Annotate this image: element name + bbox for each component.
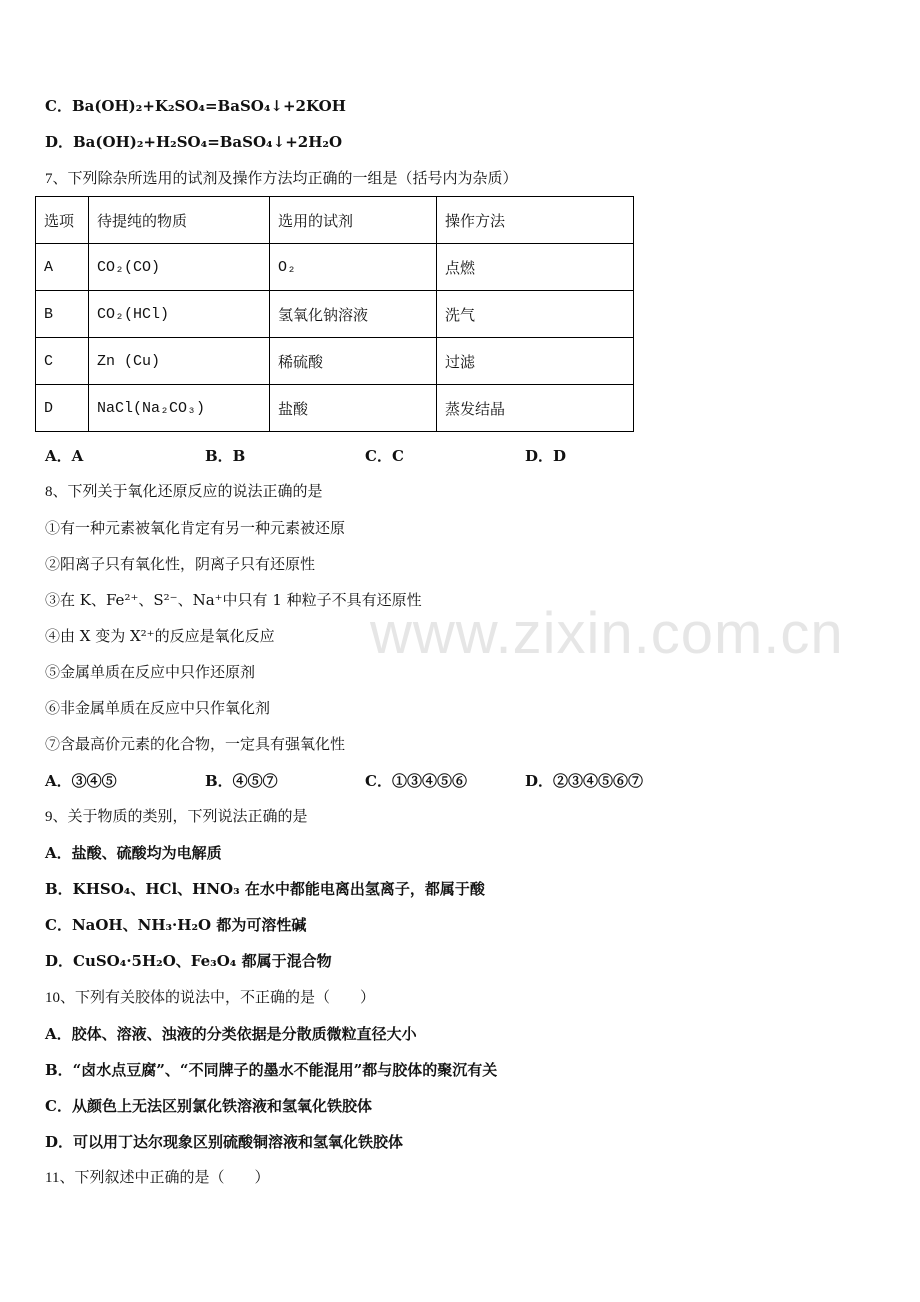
table-row [36, 291, 634, 338]
q8-item: ①有一种元素被氧化肯定有另一种元素被还原 [45, 519, 346, 537]
table-header-cell: 操作方法 [437, 197, 634, 244]
q8-item: ⑤金属单质在反应中只作还原剂 [45, 663, 256, 681]
q6-option-c: C．Ba(OH)₂+K₂SO₄=BaSO₄↓+2KOH [45, 97, 346, 115]
q11-stem: 11、下列叙述中正确的是（ ） [45, 1170, 270, 1186]
table-header-cell: 选项 [36, 197, 89, 244]
table-row [36, 244, 634, 291]
q10-stem: 10、下列有关胶体的说法中，不正确的是（ ） [45, 990, 376, 1006]
q10-option-d: D．可以用丁达尔现象区别硫酸铜溶液和氢氧化铁胶体 [45, 1133, 404, 1151]
q9-option-d: D．CuSO₄·5H₂O、Fe₃O₄ 都属于混合物 [45, 952, 332, 970]
q9-option-b: B．KHSO₄、HCl、HNO₃ 在水中都能电离出氢离子，都属于酸 [45, 880, 485, 898]
table-row [36, 338, 634, 385]
q10-option-c: C．从颜色上无法区别氯化铁溶液和氢氧化铁胶体 [45, 1097, 372, 1115]
q8-choice-c: C．①③④⑤⑥ [365, 772, 467, 790]
q8-choice-d: D．②③④⑤⑥⑦ [525, 772, 644, 790]
watermark: www.zixin.com.cn [370, 601, 844, 666]
q7-choice-a: A．A [45, 447, 84, 465]
table-cell: CO₂(CO) [89, 244, 270, 291]
table-cell: C [36, 338, 89, 385]
q8-item: ⑦含最高价元素的化合物，一定具有强氧化性 [45, 735, 346, 753]
q8-choice-b: B．④⑤⑦ [205, 772, 278, 790]
q8-item: ②阳离子只有氧化性，阴离子只有还原性 [45, 555, 316, 573]
table-cell: 点燃 [437, 244, 634, 291]
q8-stem: 8、下列关于氧化还原反应的说法正确的是 [45, 484, 323, 500]
table-cell: Zn (Cu) [89, 338, 270, 385]
table-cell: B [36, 291, 89, 338]
table-cell: A [36, 244, 89, 291]
table-cell: 蒸发结晶 [437, 385, 634, 432]
q10-option-b: B．“卤水点豆腐”、“不同牌子的墨水不能混用”都与胶体的聚沉有关 [45, 1061, 498, 1079]
table-cell: D [36, 385, 89, 432]
table-cell: CO₂(HCl) [89, 291, 270, 338]
table-cell: 过滤 [437, 338, 634, 385]
q7-choice-d: D．D [525, 447, 567, 465]
q7-table [35, 196, 634, 432]
q9-stem: 9、关于物质的类别，下列说法正确的是 [45, 809, 308, 825]
q8-choice-a: A．③④⑤ [45, 772, 117, 790]
table-header-cell: 选用的试剂 [270, 197, 437, 244]
q7-choice-b: B．B [205, 447, 246, 465]
q8-item: ③在 K、Fe²⁺、S²⁻、Na⁺中只有 1 种粒子不具有还原性 [45, 591, 422, 609]
q7-stem: 7、下列除杂所选用的试剂及操作方法均正确的一组是（括号内为杂质） [45, 171, 518, 187]
table-cell: O₂ [270, 244, 437, 291]
table-header-row [36, 197, 634, 244]
table-cell: 稀硫酸 [270, 338, 437, 385]
table-cell: 洗气 [437, 291, 634, 338]
q8-item: ④由 X 变为 X²⁺的反应是氧化反应 [45, 627, 275, 645]
q6-option-d: D．Ba(OH)₂+H₂SO₄=BaSO₄↓+2H₂O [45, 133, 343, 151]
table-cell: 盐酸 [270, 385, 437, 432]
q9-option-c: C．NaOH、NH₃·H₂O 都为可溶性碱 [45, 916, 307, 934]
q8-item: ⑥非金属单质在反应中只作氧化剂 [45, 699, 271, 717]
table-cell: NaCl(Na₂CO₃) [89, 385, 270, 432]
q10-option-a: A．胶体、溶液、浊液的分类依据是分散质微粒直径大小 [45, 1025, 417, 1043]
table-row [36, 385, 634, 432]
table-header-cell: 待提纯的物质 [89, 197, 270, 244]
q9-option-a: A．盐酸、硫酸均为电解质 [45, 844, 222, 862]
table-cell: 氢氧化钠溶液 [270, 291, 437, 338]
q7-choice-c: C．C [365, 447, 404, 465]
